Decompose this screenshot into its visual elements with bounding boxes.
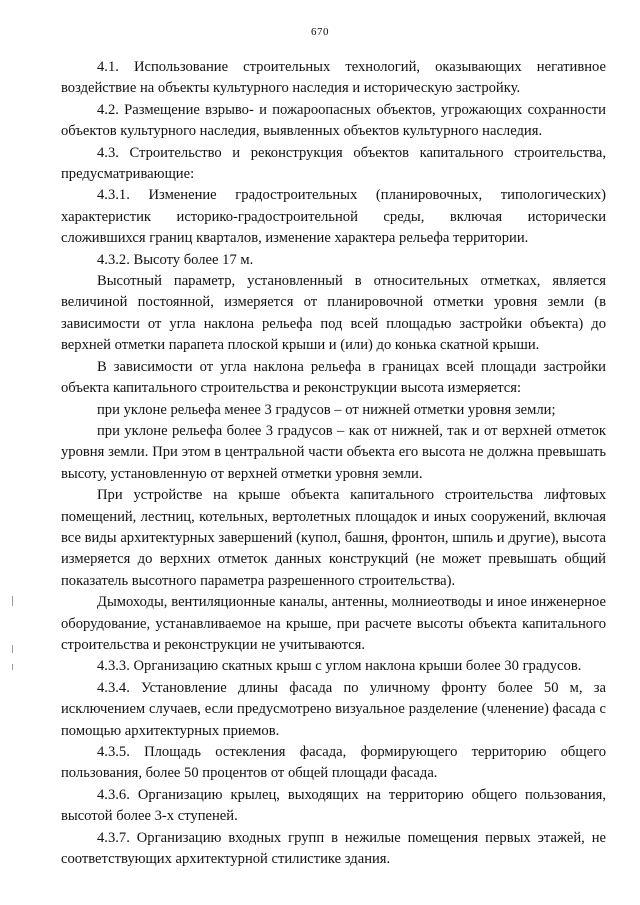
paragraph-height-measurement: В зависимости от угла наклона рельефа в границах всей площади застройки объекта капитального строительства и реконструкции высота измеряется: xyxy=(61,358,606,397)
paragraph-4-3-6: 4.3.6. Организацию крылец, выходящих на территорию общего пользования, высотой более 3-х ступеней. xyxy=(61,786,606,825)
paragraph-4-3-7: 4.3.7. Организацию входных групп в нежилые помещения первых этажей, не соответствующих архитектурной стилистике здания. xyxy=(61,829,606,868)
paragraph-slope-less-3: при уклоне рельефа менее 3 градусов – от нижней отметки уровня земли; xyxy=(97,401,556,418)
paragraph-4-3-2: 4.3.2. Высоту более 17 м. xyxy=(97,251,254,268)
page-number: 670 xyxy=(311,26,329,38)
paragraph-4-2: 4.2. Размещение взрыво- и пожароопасных объектов, угрожающих сохранности объектов культурного наследия, выявленных объектов культурного наследия. xyxy=(61,101,606,140)
paragraph-height-parameter: Высотный параметр, установленный в относительных отметках, является величиной постоянной, измеряется от планировочной отметки уровня земли (в зависимости от угла наклона рельефа под всей площадью застройки объекта) до верхней отметки парапета плоской крыши и (или) до конька скатной крыши. xyxy=(61,273,606,354)
paragraph-4-3-1: 4.3.1. Изменение градостроительных (планировочных, типологических) характеристик историко-градостроительной среды, включая исторически сложившихся границ кварталов, изменение характера рельефа территории. xyxy=(61,187,606,247)
paragraph-roof-equipment: Дымоходы, вентиляционные каналы, антенны, молниеотводы и иное инженерное оборудование, устанавливаемое на крыше, при расчете высоты объекта капитального строительства и реконструкции не учитываются. xyxy=(61,594,606,653)
scan-margin-mark xyxy=(12,596,13,606)
paragraph-slope-more-3: при уклоне рельефа более 3 градусов – как от нижней, так и от верхней отметок уровня земли. При этом в центральной части объекта его высота не должна превышать высоту, установленную от верхней отметки уровня земли. xyxy=(61,422,606,482)
paragraph-roof-structures: При устройстве на крыше объекта капитального строительства лифтовых помещений, лестниц, котельных, вертолетных площадок и иных сооружений, включая все виды архитектурных завершений (купол, башня, фронтон, шпиль и другие), высота измеряется до верхних отметок данных конструкций (не может превышать общий показатель высотного параметра разрешенного строительства). xyxy=(61,487,606,589)
paragraph-4-3-5: 4.3.5. Площадь остекления фасада, формирующего территорию общего пользования, более 50 процентов от общей площади фасада. xyxy=(61,744,606,782)
paragraph-4-3: 4.3. Строительство и реконструкция объектов капитального строительства, предусматривающие: xyxy=(61,144,606,183)
document-body xyxy=(61,57,606,870)
paragraph-4-3-3: 4.3.3. Организацию скатных крыш с углом наклона крыши более 30 градусов. xyxy=(97,658,582,675)
paragraph-4-1: 4.1. Использование строительных технологий, оказывающих негативное воздействие на объекты культурного наследия и историческую застройку. xyxy=(61,59,606,97)
scan-margin-mark xyxy=(12,645,13,653)
paragraph-4-3-4: 4.3.4. Установление длины фасада по уличному фронту более 50 м, за исключением случаев, если предусмотрено визуальное разделение (членение) фасада с помощью архитектурных приемов. xyxy=(61,679,606,739)
scan-margin-mark xyxy=(12,664,13,670)
